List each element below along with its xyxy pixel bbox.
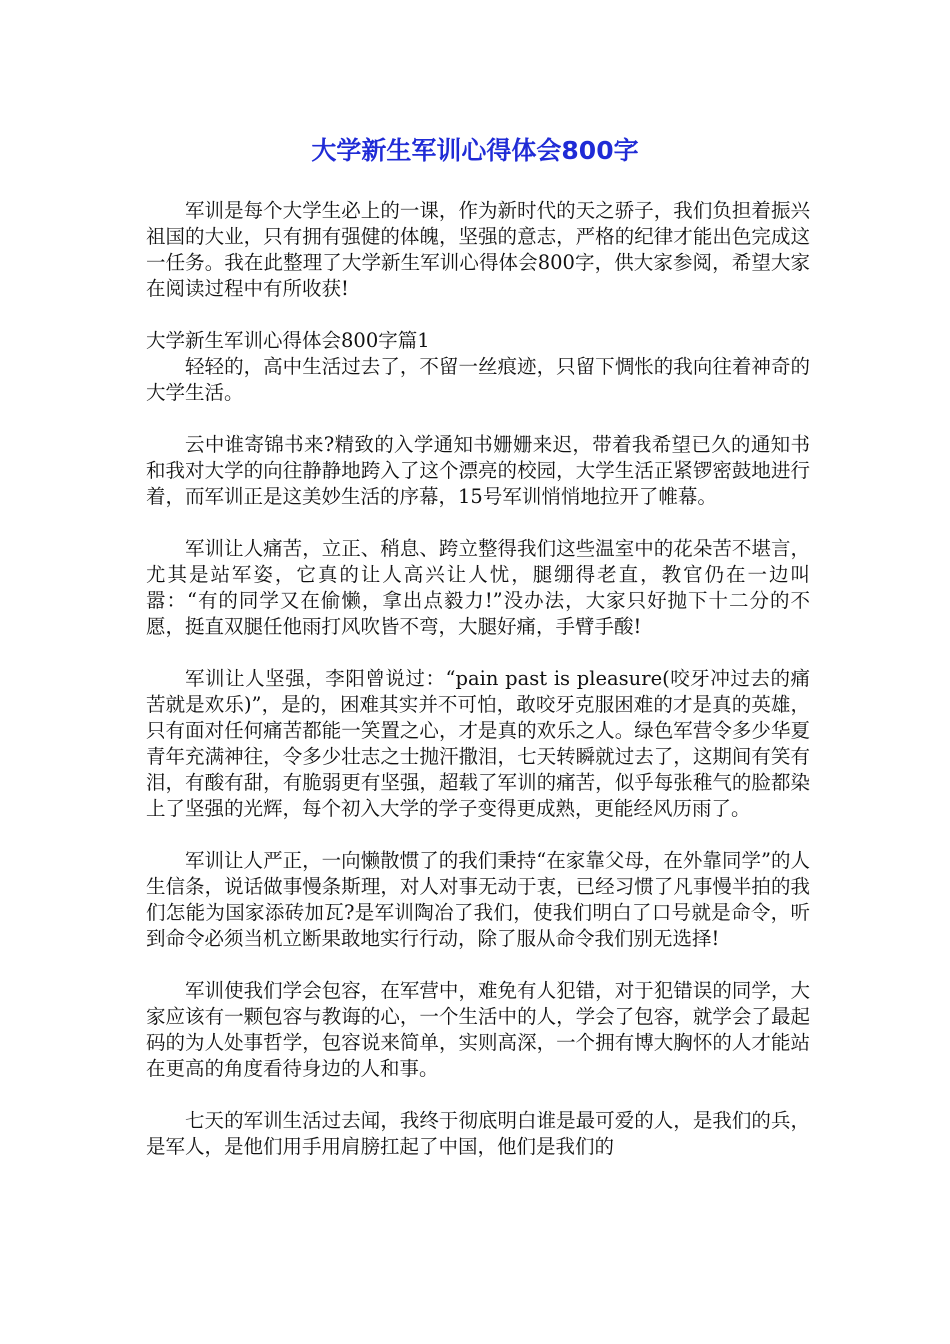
intro-paragraph: 军训是每个大学生必上的一课，作为新时代的天之骄子，我们负担着振兴祖国的大业，只有拥有强健的体魄，坚强的意志，严格的纪律才能出色完成这一任务。我在此整理了大学新生军训心得体会800字，供大家参阅，希望大家在阅读过程中有所收获!: [146, 199, 810, 300]
body-paragraph: 轻轻的，高中生活过去了，不留一丝痕迹，只留下惆怅的我向往着神奇的大学生活。: [146, 355, 810, 404]
document-body: [146, 198, 810, 1160]
body-paragraph: 军训让人严正，一向懒散惯了的我们秉持“在家靠父母，在外靠同学”的人生信条，说话做事慢条斯理，对人对事无动于衷，已经习惯了凡事慢半拍的我们怎能为国家添砖加瓦?是军训陶冶了我们，使我们明白了口号就是命令，听到命令必须当机立断果敢地实行行动，除了服从命令我们别无选择!: [146, 849, 810, 950]
body-paragraph: 军训使我们学会包容，在军营中，难免有人犯错，对于犯错误的同学，大家应该有一颗包容与教诲的心，一个生活中的人，学会了包容，就学会了最起码的为人处事哲学，包容说来简单，实则高深，一个拥有博大胸怀的人才能站在更高的角度看待身边的人和事。: [146, 979, 810, 1080]
section-heading: 大学新生军训心得体会800字篇1: [146, 329, 430, 352]
body-paragraph: 军训让人坚强，李阳曾说过：“pain past is pleasure(咬牙冲过去的痛苦就是欢乐)”，是的，困难其实并不可怕，敢咬牙克服困难的才是真的英雄，只有面对任何痛苦都能一笑置之心，才是真的欢乐之人。绿色军营令多少华夏青年充满神往，令多少壮志之士抛汗撒泪，七天转瞬就过去了，这期间有笑有泪，有酸有甜，有脆弱更有坚强，超载了军训的痛苦，似乎每张稚气的脸都染上了坚强的光辉，每个初入大学的学子变得更成熟，更能经风历雨了。: [146, 667, 810, 820]
body-paragraph: 军训让人痛苦，立正、稍息、跨立整得我们这些温室中的花朵苦不堪言，尤其是站军姿，它真的让人高兴让人忧，腿绷得老直，教官仍在一边叫嚣：“有的同学又在偷懒，拿出点毅力!”没办法，大家只好抛下十二分的不愿，挺直双腿任他雨打风吹皆不弯，大腿好痛，手臂手酸!: [146, 537, 810, 638]
body-paragraph: 云中谁寄锦书来?精致的入学通知书姗姗来迟，带着我希望已久的通知书和我对大学的向往静静地跨入了这个漂亮的校园，大学生活正紧锣密鼓地进行着，而军训正是这美妙生活的序幕，15号军训悄悄地拉开了帷幕。: [146, 433, 810, 508]
document-title: 大学新生军训心得体会800字: [311, 136, 639, 165]
body-paragraph: 七天的军训生活过去闻，我终于彻底明白谁是最可爱的人，是我们的兵，是军人，是他们用手用肩膀扛起了中国，他们是我们的: [146, 1109, 810, 1158]
